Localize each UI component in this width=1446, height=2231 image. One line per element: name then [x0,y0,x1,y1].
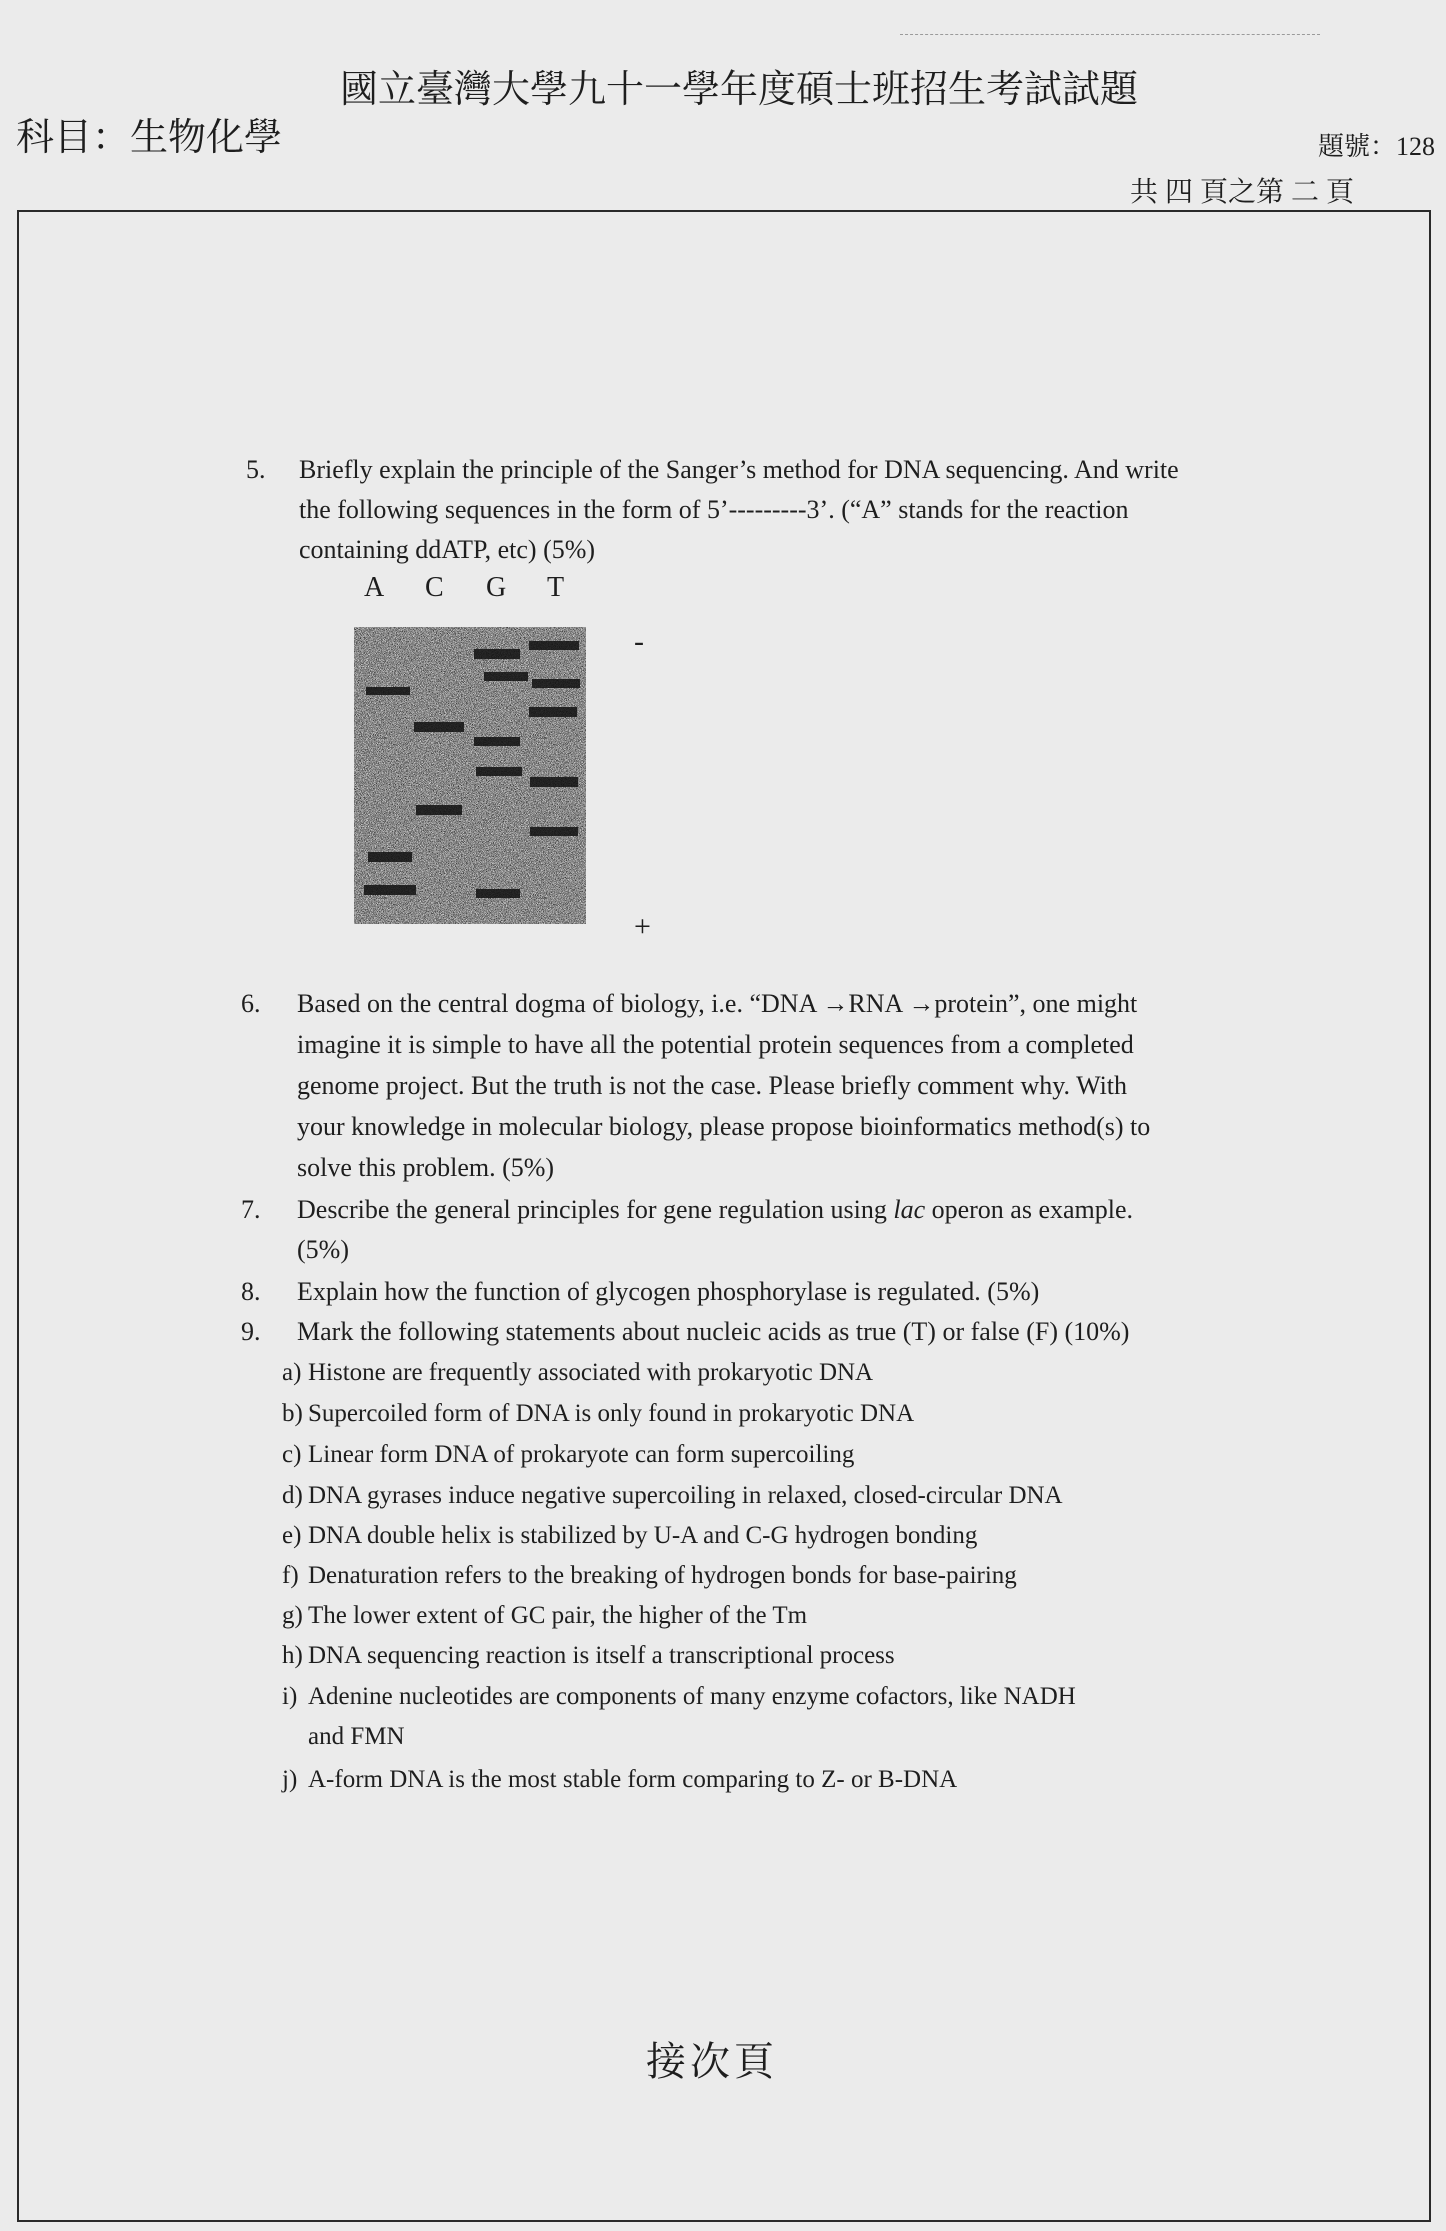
q7-line2: (5%) [297,1235,349,1264]
item-text: DNA gyrases induce negative supercoiling in relaxed, closed-circular DNA [308,1482,1063,1509]
lane-label-c: C [425,572,444,603]
page-info: 共 四 頁之第 二 頁 [1130,177,1355,208]
q6-line1: Based on the central dogma of biology, i.e. “DNA →RNA →protein”, one might [297,989,1138,1018]
q8-text: Explain how the function of glycogen phosphorylase is regulated. (5%) [297,1277,1040,1306]
lane-label-g: G [486,572,507,603]
item-label: e) [282,1522,302,1549]
q9-item-c [282,1435,854,1475]
q5-line3: containing ddATP, etc) (5%) [299,535,596,564]
q6-number: 6. [241,989,261,1018]
scan-mark [900,34,1320,35]
item-label: j) [282,1766,298,1793]
item-text: Linear form DNA of prokaryote can form supercoiling [308,1441,855,1468]
item-text: Supercoiled form of DNA is only found in prokaryotic DNA [308,1400,915,1427]
item-label: i) [282,1683,298,1710]
q9-text: Mark the following statements about nucleic acids as true (T) or false (F) (10%) [297,1317,1130,1346]
gel-positive-pole: + [634,910,651,943]
q9-item-a [282,1353,873,1393]
continued-next-page: 接次頁 [646,2039,778,2085]
q6-line5: solve this problem. (5%) [297,1153,555,1182]
q8-number: 8. [241,1277,261,1306]
item-text: and FMN [308,1723,405,1750]
gel-lane-labels [364,572,608,604]
q5-line1: Briefly explain the principle of the Sanger’s method for DNA sequencing. And write [299,455,1179,484]
item-text: Denaturation refers to the breaking of hydrogen bonds for base-pairing [308,1562,1017,1589]
q7-text-post: operon as example. [925,1195,1134,1224]
q6-line2: imagine it is simple to have all the potential protein sequences from a completed [297,1030,1134,1059]
item-text: DNA sequencing reaction is itself a transcriptional process [308,1642,895,1669]
item-label: a) [282,1359,302,1386]
item-text: Adenine nucleotides are components of many enzyme cofactors, like NADH [308,1683,1076,1710]
gel-negative-pole: - [634,625,644,658]
q9-item-f [282,1556,1017,1596]
q5-line2: the following sequences in the form of 5’---------3’. (“A” stands for the reaction [299,495,1129,524]
lane-label-t: T [547,572,565,603]
q9-item-h [282,1636,895,1676]
q9-number: 9. [241,1317,261,1346]
q9-item-b [282,1394,914,1434]
q9-item-e [282,1516,977,1556]
q6-line4: your knowledge in molecular biology, please propose bioinformatics method(s) to [297,1112,1151,1141]
q9-item-i-continued [282,1717,405,1757]
q9-item-i [282,1677,1076,1717]
item-label: b) [282,1400,303,1427]
q9-item-g [282,1596,807,1636]
item-label: f) [282,1562,299,1589]
q7-lac-italic: lac [893,1195,926,1224]
item-label: g) [282,1602,303,1629]
q5-number: 5. [246,455,266,484]
item-label: h) [282,1642,303,1669]
item-text: DNA double helix is stabilized by U-A and C-G hydrogen bonding [308,1522,978,1549]
q7-text-pre: Describe the general principles for gene regulation using [297,1195,894,1224]
item-label: c) [282,1441,302,1468]
q9-item-j [282,1760,957,1800]
item-label: d) [282,1482,303,1509]
subject-label: 科目：生物化學 [16,117,283,159]
q6-line3: genome project. But the truth is not the case. Please briefly comment why. With [297,1071,1128,1100]
exam-title: 國立臺灣大學九十一學年度碩士班招生考試試題 [340,69,1139,111]
q7-line1 [297,1190,1133,1230]
item-text: A-form DNA is the most stable form comparing to Z- or B-DNA [308,1766,958,1793]
item-text: Histone are frequently associated with prokaryotic DNA [308,1359,874,1386]
q7-number: 7. [241,1195,261,1224]
q9-item-d [282,1476,1063,1516]
question-number: 題號：128 [1318,132,1436,161]
item-text: The lower extent of GC pair, the higher of the Tm [308,1602,808,1629]
lane-label-a: A [364,572,385,603]
sequencing-gel-image [354,627,586,924]
